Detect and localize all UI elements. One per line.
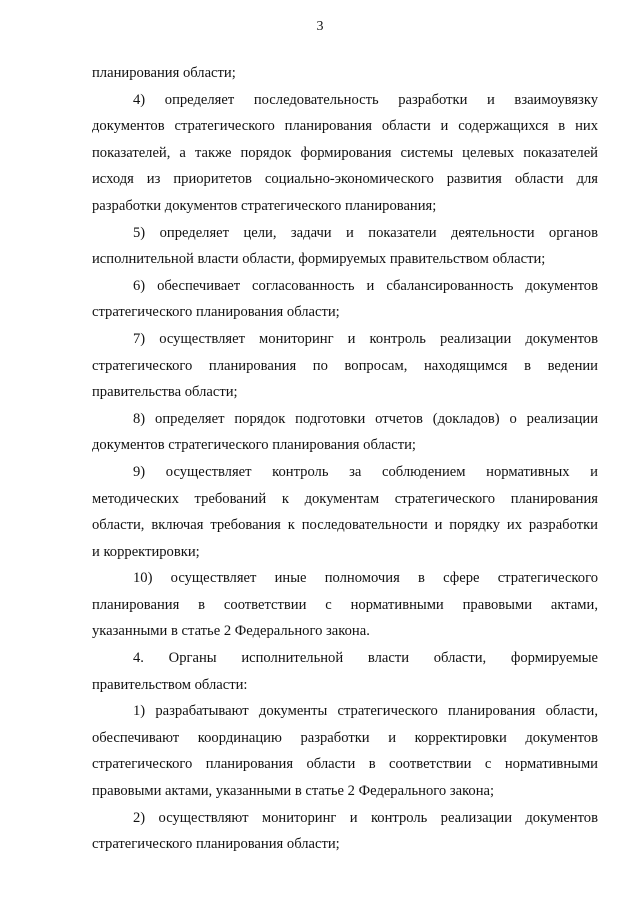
text-line: показателей, а также порядок формирования системы целевых показателей	[92, 144, 598, 161]
text-line: 8) определяет порядок подготовки отчетов (докладов) о реализации	[133, 410, 598, 427]
text-line: 4) определяет последовательность разработки и взаимоувязку	[133, 91, 598, 108]
text-line: 10) осуществляет иные полномочия в сфере стратегического	[133, 570, 598, 587]
text-line: 6) обеспечивает согласованность и сбалансированность документов	[133, 277, 598, 294]
text-line: методических требований к документам стратегического планирования	[92, 490, 598, 507]
text-line: документов стратегического планирования области и содержащихся в них	[92, 118, 598, 135]
paragraph	[92, 406, 598, 459]
text-line: стратегического планирования области;	[92, 304, 340, 321]
paragraph	[92, 60, 598, 87]
text-line: 4. Органы исполнительной власти области, формируемые	[133, 650, 598, 667]
text-line: правовыми актами, указанными в статье 2 Федерального закона;	[92, 783, 495, 800]
paragraph	[92, 459, 598, 565]
text-line: правительства области;	[92, 384, 238, 401]
paragraph	[92, 645, 598, 698]
text-line: указанными в статье 2 Федерального закона.	[92, 623, 370, 640]
text-line: области, включая требования к последовательности и порядку их разработки	[92, 517, 598, 534]
text-line: исполнительной власти области, формируемых правительством области;	[92, 251, 546, 268]
paragraph	[92, 805, 598, 858]
text-line: правительством области:	[92, 676, 248, 693]
text-line: обеспечивают координацию разработки и корректировки документов	[92, 729, 598, 746]
document-body	[92, 60, 598, 858]
text-line: стратегического планирования области в соответствии с нормативными	[92, 756, 598, 773]
text-line: и корректировки;	[92, 543, 200, 560]
text-line: стратегического планирования области;	[92, 836, 340, 853]
paragraph	[92, 698, 598, 804]
text-line: 9) осуществляет контроль за соблюдением нормативных и	[133, 463, 598, 480]
text-line: 2) осуществляют мониторинг и контроль реализации документов	[133, 809, 598, 826]
text-line: исходя из приоритетов социально-экономического развития области для	[92, 171, 598, 188]
text-line: документов стратегического планирования области;	[92, 437, 416, 454]
paragraph	[92, 220, 598, 273]
text-line: разработки документов стратегического планирования;	[92, 197, 437, 214]
text-line: планирования в соответствии с нормативными правовыми актами,	[92, 596, 598, 613]
paragraph	[92, 87, 598, 220]
text-line: планирования области;	[92, 65, 236, 81]
text-line: 7) осуществляет мониторинг и контроль реализации документов	[133, 330, 598, 347]
paragraph	[92, 326, 598, 406]
page-number: 3	[316, 19, 324, 34]
paragraph	[92, 273, 598, 326]
paragraph	[92, 565, 598, 645]
text-line: стратегического планирования по вопросам, находящимся в ведении	[92, 357, 598, 374]
text-line: 5) определяет цели, задачи и показатели деятельности органов	[133, 224, 598, 241]
text-line: 1) разрабатывают документы стратегического планирования области,	[133, 703, 598, 720]
